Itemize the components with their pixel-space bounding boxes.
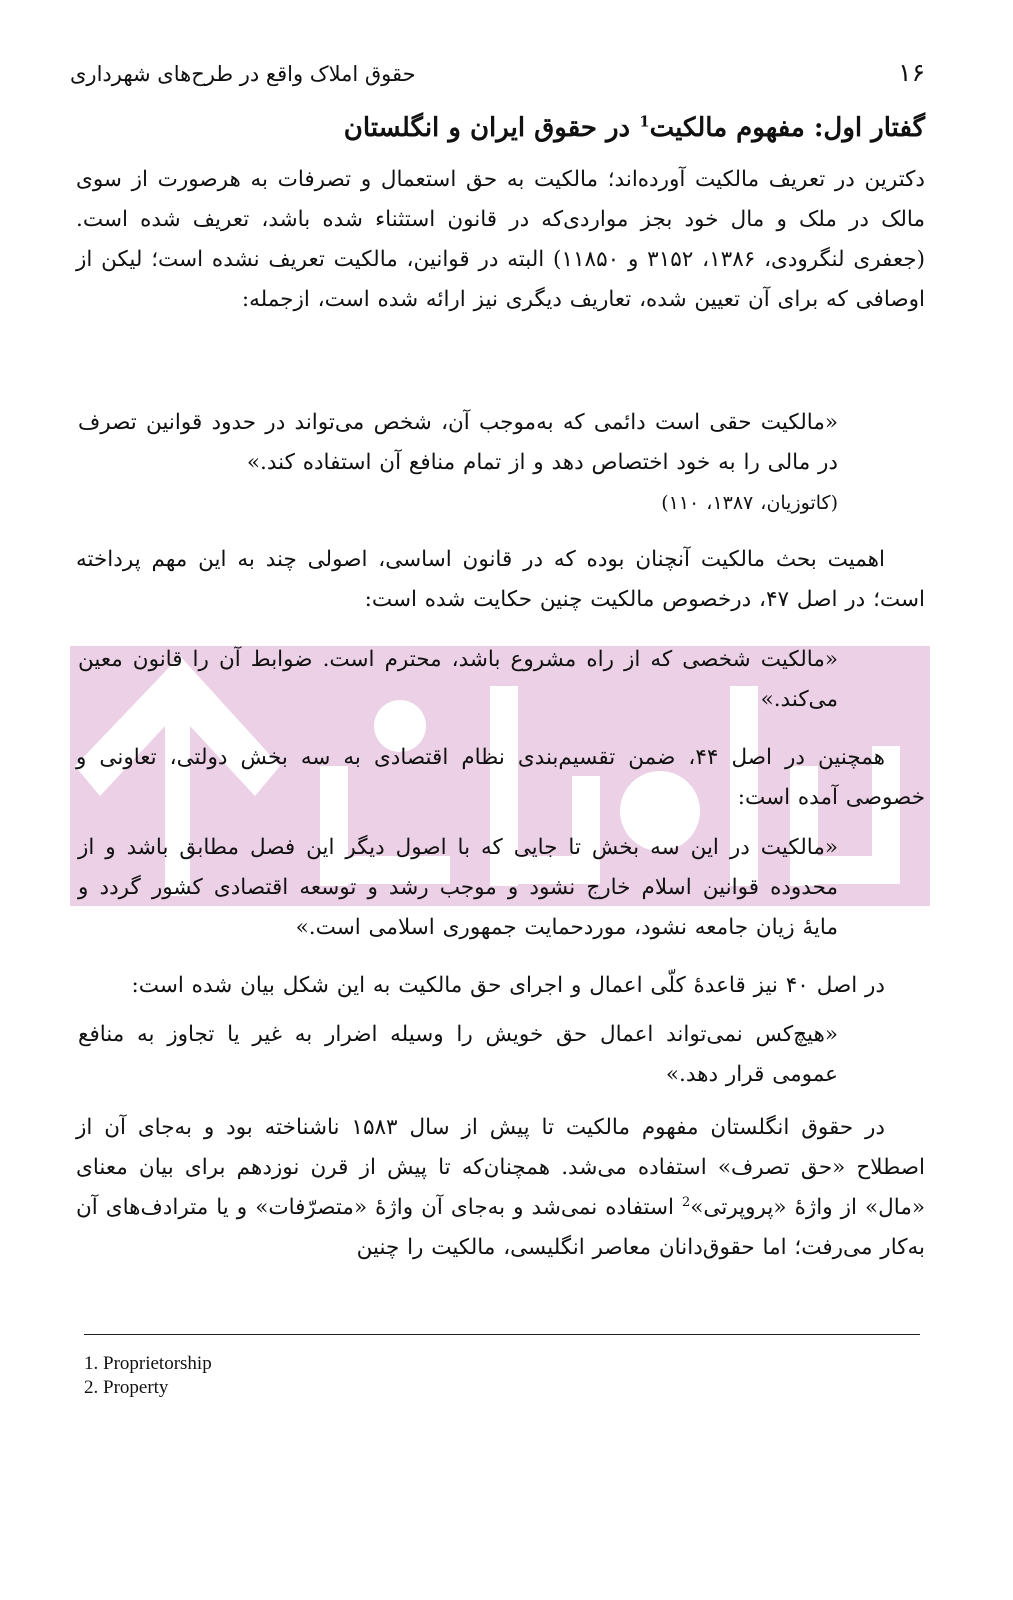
quote-text: «مالکیت حقی است دائمی که به‌موجب آن، شخص می‌تواند در حدود قوانین تصرف در مالی را به خود اختصاص دهد و از تمام منافع آن استفاده کند.»: [78, 410, 838, 475]
page-number: ۱۶: [898, 58, 925, 87]
paragraph-article-40: در اصل ۴۰ نیز قاعدهٔ کلّی اعمال و اجرای حق مالکیت به این شکل بیان شده است:: [131, 973, 885, 998]
title-rest: در حقوق ایران و انگلستان: [343, 113, 640, 143]
page-header: [70, 58, 925, 98]
footnote-2: 2. Property: [84, 1377, 169, 1398]
citation: (کاتوزیان، ۱۳۸۷، ۱۱۰): [661, 492, 838, 514]
paragraph-england: [76, 1108, 925, 1268]
title-main: گفتار اول: مفهوم مالکیت: [649, 113, 925, 143]
footnotes: [84, 1352, 212, 1400]
paragraph-england-part2: استفاده نمی‌شد و به‌جای آن واژهٔ «متصرّفات» و یا مترادف‌های آن به‌کار می‌رفت؛ اما حقوق‌دانان معاصر انگلیسی، مالکیت را چنین: [76, 1195, 925, 1260]
paragraph-constitution: اهمیت بحث مالکیت آنچنان بوده که در قانون اساسی، اصولی چند به این مهم پرداخته است؛ در اصل ۴۷، درخصوص مالکیت چنین حکایت شده است:: [76, 547, 925, 612]
footnote-1: 1. Proprietorship: [84, 1353, 212, 1374]
quote-article-40: «هیچ‌کس نمی‌تواند اعمال حق خویش را وسیله اضرار به غیر یا تجاوز به منافع عمومی قرار دهد.»: [78, 1022, 838, 1087]
paragraph-definition: دکترین در تعریف مالکیت آورده‌اند؛ مالکیت به حق استعمال و تصرفات به هرصورت از سوی مالک در ملک و مال خود بجز مواردی‌که در قانون استثناء شده باشد، تعریف شده است. (جعفری لنگرودی، ۱۳۸۶، ۳۱۵۲ و ۱۱۸۵۰) البته در قوانین، مالکیت تعریف نشده است؛ لیکن از اوصافی که برای آن تعیین شده، تعاریف دیگری نیز ارائه شده است، ازجمله:: [76, 167, 925, 312]
title-footnote-mark: 1: [639, 112, 650, 131]
footnote-mark-2: 2: [681, 1194, 691, 1210]
section-title: [344, 113, 925, 143]
footnote-divider: [84, 1334, 920, 1335]
paragraph-article-44: همچنین در اصل ۴۴، ضمن تقسیم‌بندی نظام اقتصادی به سه بخش دولتی، تعاونی و خصوصی آمده است:: [76, 745, 925, 810]
quote-ownership-definition: [78, 403, 838, 523]
paragraph-england-part1: در حقوق انگلستان مفهوم مالکیت تا پیش از سال ۱۵۸۳ ناشناخته بود و به‌جای آن از اصطلاح «حق تصرف» استفاده می‌شد. همچنان‌که تا پیش از قرن نوزدهم برای بیان معنای «مال» از واژهٔ «پروپرتی»: [76, 1115, 925, 1220]
running-title: حقوق املاک واقع در طرح‌های شهرداری: [70, 62, 416, 86]
quote-article-44: «مالکیت در این سه بخش تا جایی که با اصول دیگر این فصل مطابق باشد و از محدوده قوانین اسلام خارج نشود و موجب رشد و توسعه اقتصادی کشور گردد و مایهٔ زیان جامعه نشود، موردحمایت جمهوری اسلامی است.»: [78, 835, 838, 940]
quote-article-47: «مالکیت شخصی که از راه مشروع باشد، محترم است. ضوابط آن را قانون معین می‌کند.»: [78, 647, 838, 712]
